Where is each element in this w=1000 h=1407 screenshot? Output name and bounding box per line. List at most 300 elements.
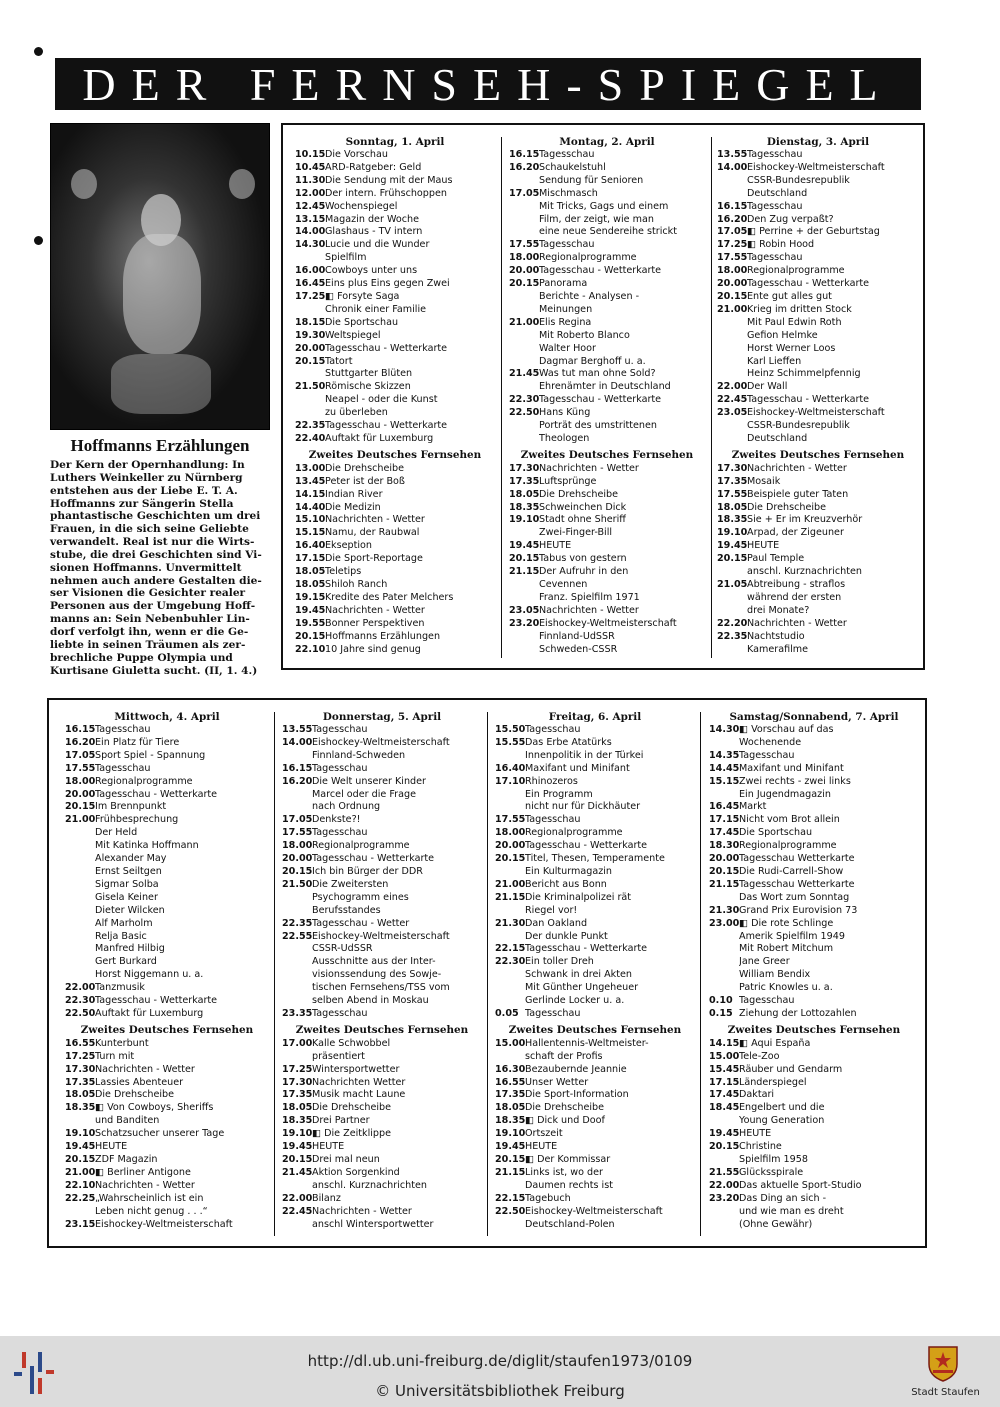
feature-text-line: entstehen aus der Liebe E. T. A. [50, 484, 238, 497]
program-row [282, 1180, 482, 1193]
program-title: Nachrichten - Wetter [539, 604, 639, 616]
program-time: 14.00 [717, 161, 748, 173]
feature-text-line: manns an: Sein Nebenbuhler Lin- [50, 613, 250, 626]
program-title: anschl. Kurznachrichten [747, 566, 862, 578]
program-time [295, 368, 325, 381]
program-time [509, 381, 539, 394]
program-row [495, 1141, 695, 1154]
program-time [709, 931, 739, 944]
program-time: 20.15 [295, 630, 326, 642]
program-time [282, 789, 312, 802]
feature-text-line: Kurtisane Giuletta sucht. (II, 1. 4.) [50, 664, 258, 677]
program-row [495, 905, 695, 918]
program-time [717, 317, 747, 330]
program-title: Sendung für Senioren [539, 174, 644, 186]
program-time: 19.15 [295, 591, 326, 603]
program-title: Kalle Schwobbel [312, 1037, 391, 1049]
program-title: Die Drehscheibe [312, 1102, 392, 1114]
program-time [282, 995, 312, 1008]
program-time [709, 1115, 739, 1128]
program-time: 22.10 [65, 1179, 96, 1191]
program-time: 17.55 [495, 814, 526, 826]
zdf-heading: Zweites Deutsches Fernsehen [308, 448, 482, 461]
program-time: 19.10 [717, 527, 748, 539]
program-title: Die Drehscheibe [747, 501, 827, 513]
program-row [717, 463, 919, 476]
program-title: schaft der Profis [525, 1050, 603, 1062]
program-title: Deutschland-Polen [525, 1218, 615, 1230]
program-row [65, 724, 269, 737]
zdf-heading: Zweites Deutsches Fernsehen [508, 1023, 682, 1036]
program-title: HEUTE [312, 1141, 345, 1153]
program-time: 22.00 [717, 381, 748, 393]
program-row [509, 540, 705, 553]
masthead-banner: DER FERNSEH-SPIEGEL [55, 58, 921, 110]
program-row [282, 892, 482, 905]
program-time: 16.55 [65, 1037, 96, 1049]
program-row [709, 737, 919, 750]
program-row [717, 605, 919, 618]
program-title: Der Aufruhr in den [539, 566, 629, 578]
program-row [709, 801, 919, 814]
program-time [509, 579, 539, 592]
program-title: Kamerafilme [747, 643, 809, 655]
program-row [495, 1051, 695, 1064]
program-row [509, 566, 705, 579]
program-time: 16.40 [495, 762, 526, 774]
program-time: 19.10 [65, 1128, 96, 1140]
program-time: 18.35 [282, 1115, 313, 1127]
program-row [509, 343, 705, 356]
program-time: 21.15 [509, 566, 540, 578]
program-row [717, 252, 919, 265]
program-time: 22.55 [282, 930, 313, 942]
program-title: Auftakt für Luxemburg [95, 1007, 204, 1019]
program-time [717, 566, 747, 579]
program-row [295, 476, 495, 489]
program-title: Ein Programm [525, 788, 593, 800]
program-row [709, 1077, 919, 1090]
program-row [509, 420, 705, 433]
program-row [295, 527, 495, 540]
program-row [282, 1206, 482, 1219]
program-title: Gefion Helmke [747, 329, 818, 341]
program-title: Die Sport-Information [525, 1089, 629, 1101]
program-row [282, 789, 482, 802]
program-time: 18.05 [295, 566, 326, 578]
feature-text-line: dorf verfolgt ihn, wenn er die Ge- [50, 625, 249, 638]
program-row [709, 918, 919, 931]
program-row [65, 931, 269, 944]
program-time: 0.05 [495, 1007, 519, 1019]
program-time [65, 879, 95, 892]
program-time [509, 226, 539, 239]
program-row [709, 1115, 919, 1128]
program-row [65, 814, 269, 827]
program-title: Krieg im dritten Stock [747, 303, 852, 315]
program-title: Ein toller Dreh [525, 956, 594, 968]
program-row [717, 317, 919, 330]
program-time: 21.30 [495, 917, 526, 929]
program-time: 21.00 [65, 814, 96, 826]
program-row [282, 1128, 482, 1141]
program-row [495, 892, 695, 905]
program-title: Glücksspirale [739, 1166, 804, 1178]
program-title: ARD-Ratgeber: Geld [325, 161, 422, 173]
feature-text-line: nehmen auch andere Gestalten die- [50, 574, 262, 587]
day-heading: Freitag, 6. April [548, 711, 642, 723]
program-time: 14.15 [709, 1037, 740, 1049]
program-time: 22.50 [495, 1205, 526, 1217]
program-time [709, 789, 739, 802]
program-row [65, 1219, 269, 1232]
program-title: ◧ Robin Hood [747, 239, 815, 251]
program-row [495, 840, 695, 853]
program-time [509, 175, 539, 188]
program-time: 20.15 [495, 1154, 526, 1165]
program-title: Wintersportwetter [312, 1063, 400, 1075]
program-title: Regionalprogramme [739, 840, 837, 852]
program-title: Eins plus Eins gegen Zwei [325, 278, 450, 290]
program-title: Die Sport-Reportage [325, 553, 423, 565]
program-time [709, 956, 739, 969]
program-row [495, 982, 695, 995]
program-title: Berichte - Analysen - [539, 290, 640, 302]
program-row [709, 866, 919, 879]
program-time: 19.45 [65, 1141, 96, 1153]
program-row [509, 476, 705, 489]
program-row [282, 1051, 482, 1064]
program-row [717, 304, 919, 317]
day-heading: Donnerstag, 5. April [322, 711, 442, 723]
program-title: Gisela Keiner [95, 891, 158, 903]
program-time: 19.10 [495, 1128, 526, 1140]
program-row [509, 605, 705, 618]
program-title: Das aktuelle Sport-Studio [739, 1179, 862, 1191]
program-row [495, 724, 695, 737]
program-row [717, 188, 919, 201]
program-time: 18.05 [295, 579, 326, 590]
program-title: Berufsstandes [312, 904, 381, 916]
program-row [282, 879, 482, 892]
program-title: Beispiele guter Taten [747, 488, 849, 500]
program-time: 15.55 [495, 736, 526, 748]
program-title: Ausschnitte aus der Inter- [312, 956, 436, 968]
program-row [495, 943, 695, 956]
program-title: ◧ Von Cowboys, Sheriffs [95, 1102, 214, 1114]
program-time [509, 631, 539, 644]
program-row [509, 330, 705, 343]
program-row [509, 214, 705, 227]
program-title: Abtreibung - straflos [747, 579, 846, 590]
program-row [495, 750, 695, 763]
program-row [709, 750, 919, 763]
program-time: 17.15 [709, 1076, 740, 1088]
program-row [495, 789, 695, 802]
program-time: 18.00 [65, 775, 96, 787]
staufen-crest-icon [928, 1346, 958, 1382]
program-row [295, 278, 495, 291]
day-column [282, 710, 482, 1231]
program-time: 17.30 [509, 462, 540, 474]
program-row [495, 1102, 695, 1115]
program-row [509, 553, 705, 566]
program-title: Eishockey-Weltmeisterschaft [312, 736, 450, 748]
footer-copyright: © Universitätsbibliothek Freiburg [375, 1382, 625, 1400]
program-time: 17.00 [282, 1037, 313, 1049]
program-title: drei Monate? [747, 604, 810, 616]
program-row [65, 840, 269, 853]
program-title: tischen Fernsehens/TSS vom [312, 982, 450, 994]
program-title: Rhinozeros [525, 775, 578, 787]
program-time: 14.35 [709, 749, 740, 761]
program-title: nach Ordnung [312, 801, 381, 813]
program-title: Die Sportschau [739, 827, 813, 839]
program-title: Tagesschau [95, 762, 151, 774]
program-time: 22.30 [65, 995, 96, 1007]
program-row [709, 789, 919, 802]
program-title: Mit Paul Edwin Roth [747, 316, 842, 328]
program-title: ◧ Die rote Schlinge [739, 917, 834, 929]
schedule-box-week-start [281, 123, 925, 670]
program-row [717, 514, 919, 527]
program-time: 20.15 [717, 553, 748, 565]
program-row [282, 905, 482, 918]
program-row [495, 1219, 695, 1232]
program-time: 18.05 [495, 1102, 526, 1114]
program-title: Tagesschau - Wetterkarte [747, 394, 870, 406]
program-time: 23.15 [65, 1218, 96, 1230]
program-time: 17.55 [717, 488, 748, 500]
program-time [282, 892, 312, 905]
program-row [65, 1115, 269, 1128]
program-time [282, 982, 312, 995]
program-time [709, 969, 739, 982]
program-row [295, 420, 495, 433]
program-title: und wie man es dreht [739, 1205, 844, 1217]
program-time [495, 931, 525, 944]
program-title: Heinz Schimmelpfennig [747, 368, 861, 380]
program-row [65, 995, 269, 1008]
program-title: Schatzsucher unserer Tage [95, 1128, 225, 1140]
program-time: 0.10 [709, 995, 733, 1007]
program-time: 18.35 [509, 501, 540, 513]
day-heading: Montag, 2. April [559, 136, 655, 148]
program-row [717, 239, 919, 252]
program-time [495, 995, 525, 1008]
program-time [65, 918, 95, 931]
program-row [717, 291, 919, 304]
program-time [717, 175, 747, 188]
program-row [282, 956, 482, 969]
program-row [717, 356, 919, 369]
program-time: 19.45 [509, 540, 540, 552]
program-time: 20.15 [282, 1154, 313, 1165]
program-title: Schaukelstuhl [539, 161, 606, 173]
program-row [282, 776, 482, 789]
program-title: Tagesschau [539, 239, 595, 251]
program-title: Schwank in drei Akten [525, 969, 632, 981]
program-time [295, 394, 325, 407]
program-time [282, 969, 312, 982]
program-time: 13.55 [282, 724, 313, 735]
program-row [295, 618, 495, 631]
program-title: Die Medizin [325, 501, 381, 513]
program-time [495, 905, 525, 918]
program-time: 23.20 [509, 617, 540, 629]
program-title: Tagesschau [312, 724, 368, 735]
program-time [282, 750, 312, 763]
program-title: Tagesschau [747, 149, 803, 160]
program-row [717, 381, 919, 394]
footer-url-link[interactable]: http://dl.ub.uni-freiburg.de/diglit/staufen1973/0109 [307, 1352, 693, 1370]
program-time: 15.15 [709, 775, 740, 787]
program-row [295, 592, 495, 605]
program-title: Sie + Er im Kreuzverhör [747, 514, 863, 526]
program-title: Tele-Zoo [739, 1050, 780, 1062]
program-title: Tanzmusik [95, 982, 145, 994]
program-title: Engelbert und die [739, 1102, 825, 1114]
program-title: selben Abend in Moskau [312, 995, 429, 1007]
program-time: 19.45 [709, 1128, 740, 1140]
program-time: 15.10 [295, 514, 326, 526]
program-row [495, 1038, 695, 1051]
program-time: 21.00 [65, 1166, 96, 1178]
program-time: 20.00 [509, 265, 540, 277]
day-column [65, 710, 269, 1231]
feature-text-line: verwandelt. Real ist nur die Wirts- [50, 536, 255, 549]
program-title: Ein Kulturmagazin [525, 865, 613, 877]
program-row [717, 226, 919, 239]
program-title: Bericht aus Bonn [525, 878, 607, 890]
program-time [65, 943, 95, 956]
program-time: 17.45 [709, 1089, 740, 1101]
crest-label: Stadt Staufen [911, 1387, 980, 1398]
feature-text-line: stube, die drei Geschichten sind Vi- [50, 548, 262, 561]
program-title: Tagesschau - Wetterkarte [312, 853, 435, 865]
program-row [509, 592, 705, 605]
program-time: 16.45 [295, 278, 326, 290]
program-row [509, 579, 705, 592]
program-row [709, 995, 919, 1008]
program-time [65, 931, 95, 944]
program-time: 20.00 [709, 853, 740, 865]
program-row [65, 1128, 269, 1141]
program-title: Tagesschau - Wetterkarte [325, 420, 448, 432]
program-row [709, 1180, 919, 1193]
program-time: 14.15 [295, 488, 326, 500]
program-row [495, 737, 695, 750]
program-row [295, 252, 495, 265]
program-title: Ein Jugendmagazin [739, 788, 831, 800]
program-title: Tagesschau [747, 200, 803, 212]
program-time [717, 605, 747, 618]
program-title: Wochenende [739, 736, 802, 748]
program-row [717, 579, 919, 592]
program-row [282, 931, 482, 944]
program-row [495, 801, 695, 814]
program-row [65, 1141, 269, 1154]
program-time: 16.00 [295, 265, 326, 277]
program-time: 23.20 [709, 1192, 740, 1204]
program-time: 22.40 [295, 432, 326, 444]
program-title: Die Sendung mit der Maus [325, 174, 453, 186]
program-row [495, 918, 695, 931]
program-time: 22.15 [495, 1192, 526, 1204]
program-title: Das Ding an sich - [739, 1192, 827, 1204]
program-time [65, 892, 95, 905]
program-row [295, 433, 495, 446]
program-title: Regionalprogramme [95, 775, 193, 787]
program-title: Deutschland [747, 432, 808, 444]
program-time [65, 905, 95, 918]
program-title: Cowboys unter uns [325, 265, 418, 277]
program-row [509, 317, 705, 330]
program-title: Wochenspiegel [325, 200, 398, 212]
program-row [295, 553, 495, 566]
program-title: Sigmar Solba [95, 878, 159, 890]
program-time: 17.35 [282, 1089, 313, 1101]
program-row [709, 1193, 919, 1206]
program-title: Schweinchen Dick [539, 501, 627, 513]
program-time: 18.30 [709, 840, 740, 852]
program-time [509, 214, 539, 227]
program-title: Unser Wetter [525, 1076, 589, 1088]
program-row [295, 540, 495, 553]
program-row [295, 175, 495, 188]
program-time: 22.45 [282, 1205, 313, 1217]
program-title: Meinungen [539, 303, 593, 315]
program-row [282, 1089, 482, 1102]
program-time [509, 644, 539, 657]
program-title: CSSR-UdSSR [312, 943, 373, 955]
program-row [717, 644, 919, 657]
feature-text-line: sionen Hoffmanns. Unvermittelt [50, 561, 242, 574]
program-time: 16.15 [717, 200, 748, 212]
program-title: Amerik Spielfilm 1949 [739, 930, 845, 942]
program-row [709, 1128, 919, 1141]
program-row [495, 1180, 695, 1193]
zdf-heading: Zweites Deutsches Fernsehen [295, 1023, 469, 1036]
program-row [495, 1167, 695, 1180]
program-row [495, 814, 695, 827]
program-row [65, 1038, 269, 1051]
program-title: ◧ Berliner Antigone [95, 1166, 191, 1178]
program-title: während der ersten [747, 591, 842, 603]
program-row [65, 737, 269, 750]
program-title: Porträt des umstrittenen [539, 420, 657, 432]
program-title: Cevennen [539, 579, 588, 590]
program-row [65, 905, 269, 918]
program-row [509, 226, 705, 239]
program-title: Tagesschau [312, 762, 368, 774]
program-time: 17.25 [717, 239, 748, 251]
program-time [509, 201, 539, 214]
bullet-dot [34, 236, 43, 245]
program-title: Tagebuch [525, 1192, 571, 1204]
program-row [717, 265, 919, 278]
program-time [709, 737, 739, 750]
program-row [65, 866, 269, 879]
program-row [495, 827, 695, 840]
program-row [717, 489, 919, 502]
program-time: 21.15 [709, 878, 740, 890]
program-time: 18.15 [295, 316, 326, 328]
program-title: Tagesschau - Wetterkarte [747, 278, 870, 290]
program-time: 18.35 [495, 1115, 526, 1127]
program-title: Leben nicht genug . . .“ [95, 1205, 208, 1217]
program-time [65, 853, 95, 866]
